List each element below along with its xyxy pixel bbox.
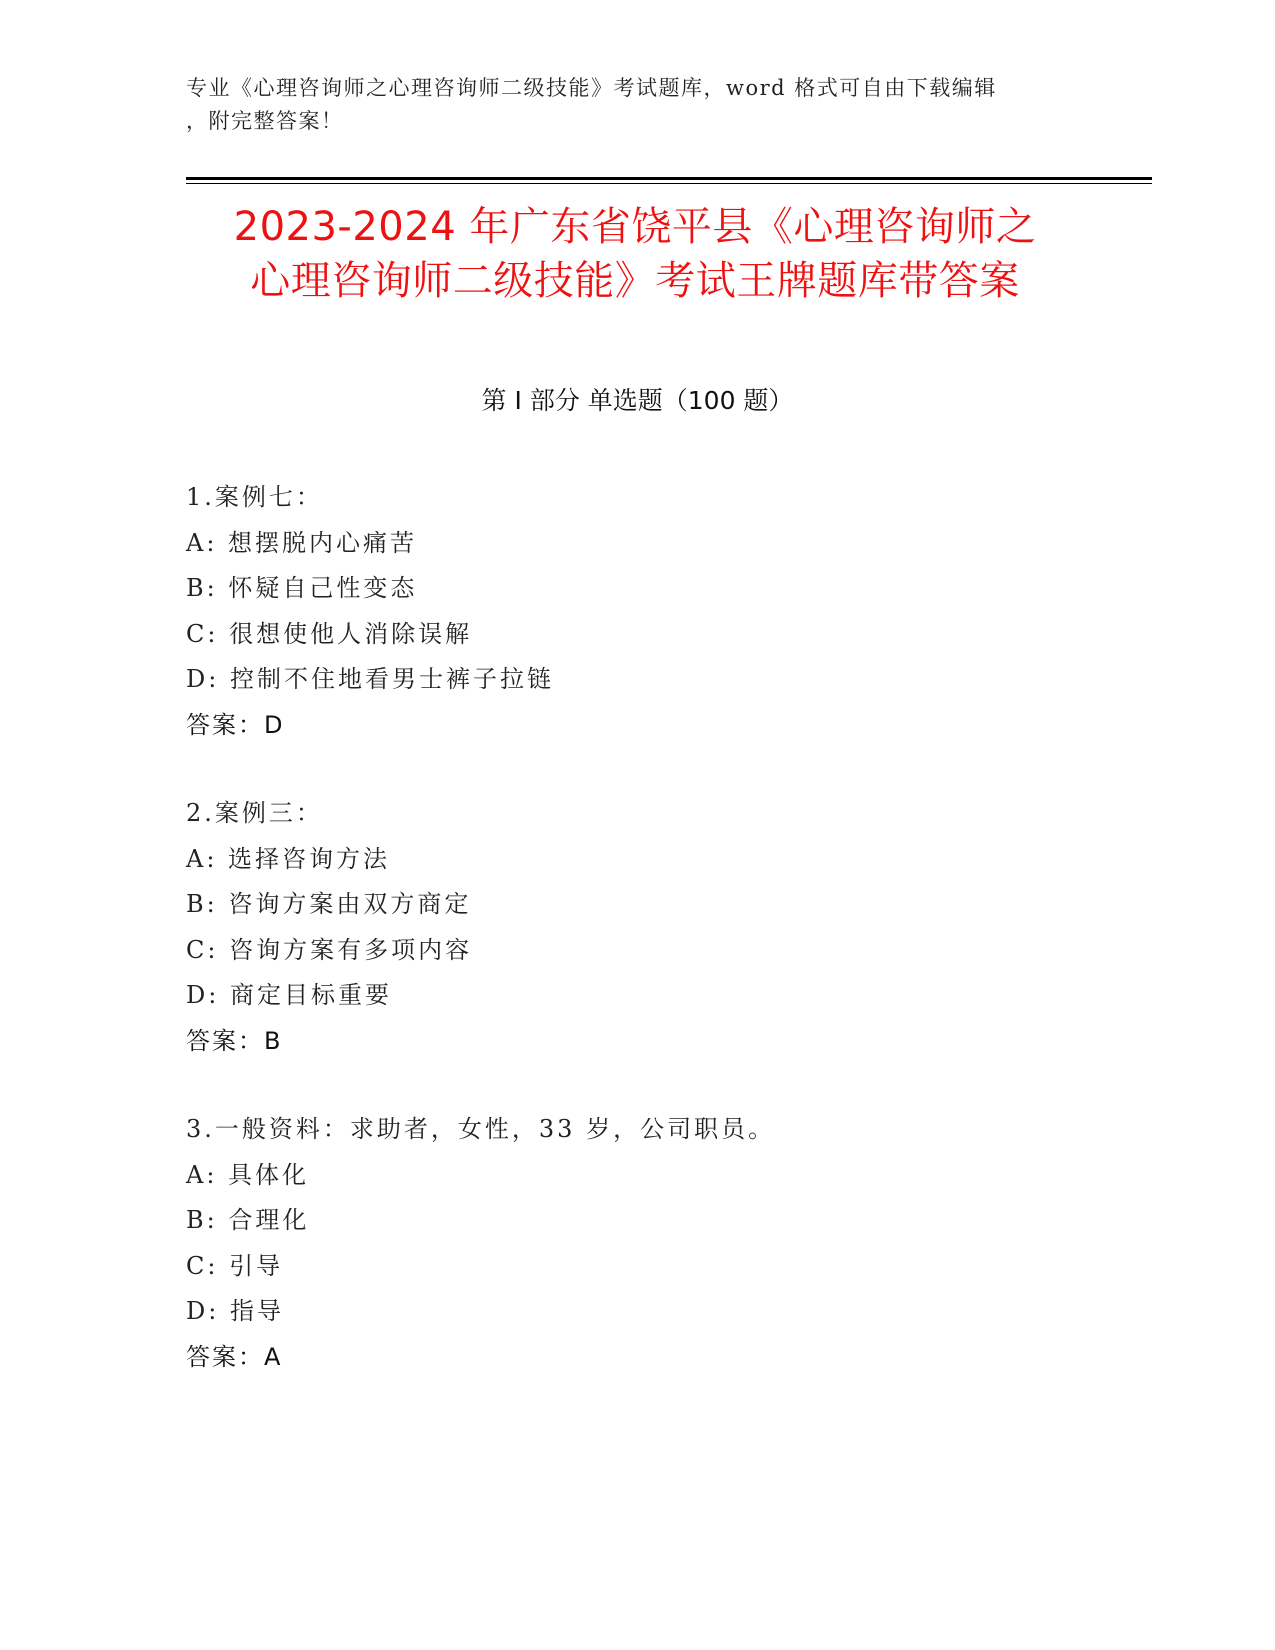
header-note-line-1: 专业《心理咨询师之心理咨询师二级技能》考试题库，word 格式可自由下载编辑 — [186, 76, 997, 100]
question-item — [186, 475, 1146, 748]
option-a: A: 想摆脱内心痛苦 — [186, 528, 418, 557]
question-stem: 3.一般资料：求助者，女性，33 岁，公司职员。 — [186, 1115, 776, 1143]
option-c: C: 引导 — [186, 1251, 284, 1280]
question-stem: 1.案例七： — [186, 483, 323, 511]
document-title — [160, 200, 1110, 308]
header-divider-thick — [186, 177, 1152, 180]
document-title-line-1: 2023-2024 年广东省饶平县《心理咨询师之 — [233, 204, 1037, 250]
option-b: B: 合理化 — [186, 1206, 310, 1234]
option-b: B: 怀疑自己性变态 — [186, 574, 418, 602]
header-note — [186, 72, 1066, 138]
option-a: A: 具体化 — [186, 1160, 310, 1189]
option-a: A: 选择咨询方法 — [186, 844, 391, 873]
question-list — [186, 475, 1146, 1423]
question-item — [186, 791, 1146, 1064]
option-d: D: 指导 — [186, 1297, 284, 1325]
option-c: C: 咨询方案有多项内容 — [186, 935, 473, 964]
header-note-line-2: ，附完整答案！ — [186, 109, 344, 133]
option-b: B: 咨询方案由双方商定 — [186, 890, 472, 918]
question-answer: 答案：B — [186, 1026, 283, 1055]
document-title-line-2: 心理咨询师二级技能》考试王牌题库带答案 — [250, 258, 1020, 304]
option-d: D: 商定目标重要 — [186, 981, 392, 1009]
question-answer: 答案：D — [186, 710, 285, 739]
option-d: D: 控制不住地看男士裤子拉链 — [186, 665, 554, 693]
question-answer: 答案：A — [186, 1342, 283, 1371]
section-title: 第 I 部分 单选题（100 题） — [481, 386, 794, 415]
question-item — [186, 1107, 1146, 1380]
header-divider-thin — [186, 183, 1152, 184]
question-stem: 2.案例三： — [186, 799, 323, 827]
option-c: C: 很想使他人消除误解 — [186, 619, 473, 648]
